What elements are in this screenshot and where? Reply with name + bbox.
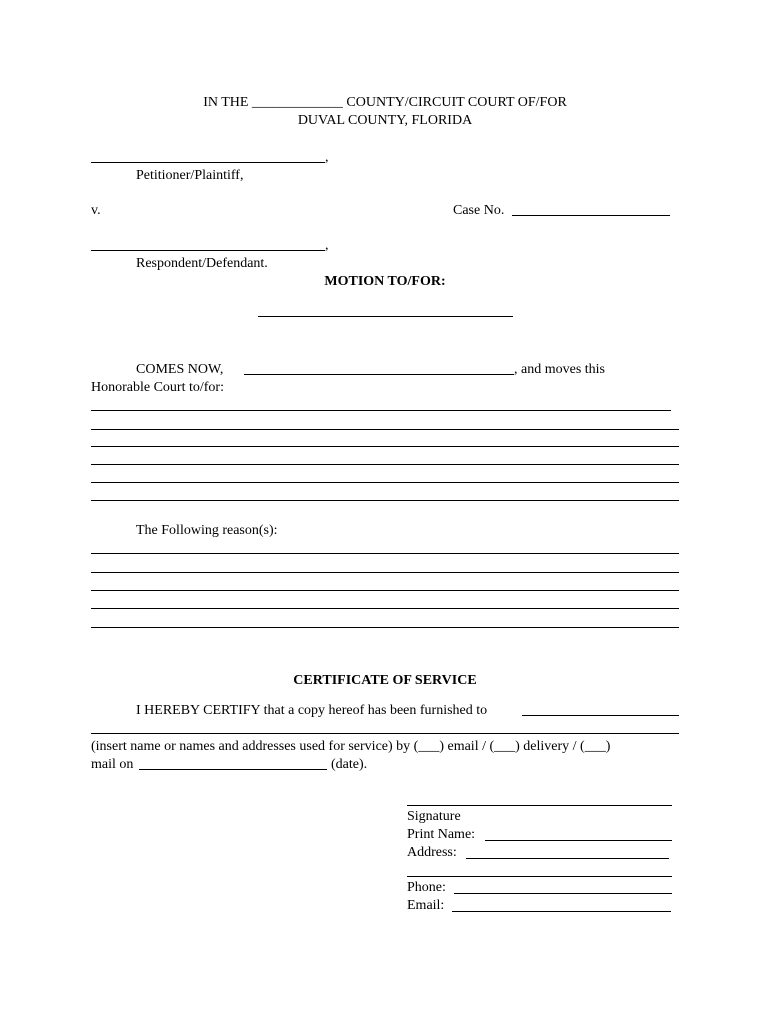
furnished-to-field[interactable]: [522, 715, 679, 716]
service-date-field[interactable]: [139, 769, 327, 770]
petitioner-comma: ,: [325, 150, 329, 165]
reason-line-2[interactable]: [91, 572, 679, 573]
respondent-comma: ,: [325, 238, 329, 253]
court-header-line-2: DUVAL COUNTY, FLORIDA: [297, 113, 473, 128]
reasons-label: The Following reason(s):: [136, 523, 278, 538]
respondent-name-field[interactable]: [91, 250, 325, 251]
relief-line-3[interactable]: [91, 446, 679, 447]
respondent-label: Respondent/Defendant.: [136, 256, 268, 271]
address-field-line-1[interactable]: [466, 858, 669, 859]
relief-line-6[interactable]: [91, 500, 679, 501]
address-field-line-2[interactable]: [407, 876, 672, 877]
reason-line-5[interactable]: [91, 627, 679, 628]
relief-line-1[interactable]: [91, 410, 671, 411]
signature-label: Signature: [407, 809, 461, 824]
relief-line-2[interactable]: [91, 429, 679, 430]
motion-title: MOTION TO/FOR:: [324, 274, 446, 289]
certify-text: I HEREBY CERTIFY that a copy hereof has been furnished to: [136, 703, 488, 718]
case-number-field[interactable]: [512, 215, 670, 216]
print-name-field[interactable]: [485, 840, 672, 841]
insert-names-line: (insert name or names and addresses used for service) by (___) email / (___) delivery / (___): [91, 739, 611, 754]
phone-label: Phone:: [407, 880, 446, 895]
case-number-label: Case No.: [453, 203, 505, 218]
date-label: (date).: [331, 757, 368, 772]
service-recipients-field[interactable]: [91, 733, 679, 734]
address-label: Address:: [407, 845, 457, 860]
honorable-court-label: Honorable Court to/for:: [91, 380, 224, 395]
versus-label: v.: [91, 203, 101, 218]
phone-field[interactable]: [454, 893, 672, 894]
email-field[interactable]: [452, 911, 671, 912]
court-header-line-1: IN THE _____________ COUNTY/CIRCUIT COURT OF/FOR: [203, 95, 567, 110]
and-moves-label: , and moves this: [514, 362, 605, 377]
relief-line-4[interactable]: [91, 464, 679, 465]
signature-field[interactable]: [407, 805, 672, 806]
reason-line-4[interactable]: [91, 608, 679, 609]
comes-now-label: COMES NOW,: [136, 362, 224, 377]
reason-line-1[interactable]: [91, 553, 679, 554]
petitioner-name-field[interactable]: [91, 162, 325, 163]
print-name-label: Print Name:: [407, 827, 476, 842]
motion-subject-field[interactable]: [258, 316, 513, 317]
mail-on-label: mail on: [91, 757, 134, 772]
email-label: Email:: [407, 898, 445, 913]
movant-name-field[interactable]: [244, 374, 514, 375]
petitioner-label: Petitioner/Plaintiff,: [136, 168, 244, 183]
certificate-title: CERTIFICATE OF SERVICE: [293, 673, 477, 688]
relief-line-5[interactable]: [91, 482, 679, 483]
reason-line-3[interactable]: [91, 590, 679, 591]
